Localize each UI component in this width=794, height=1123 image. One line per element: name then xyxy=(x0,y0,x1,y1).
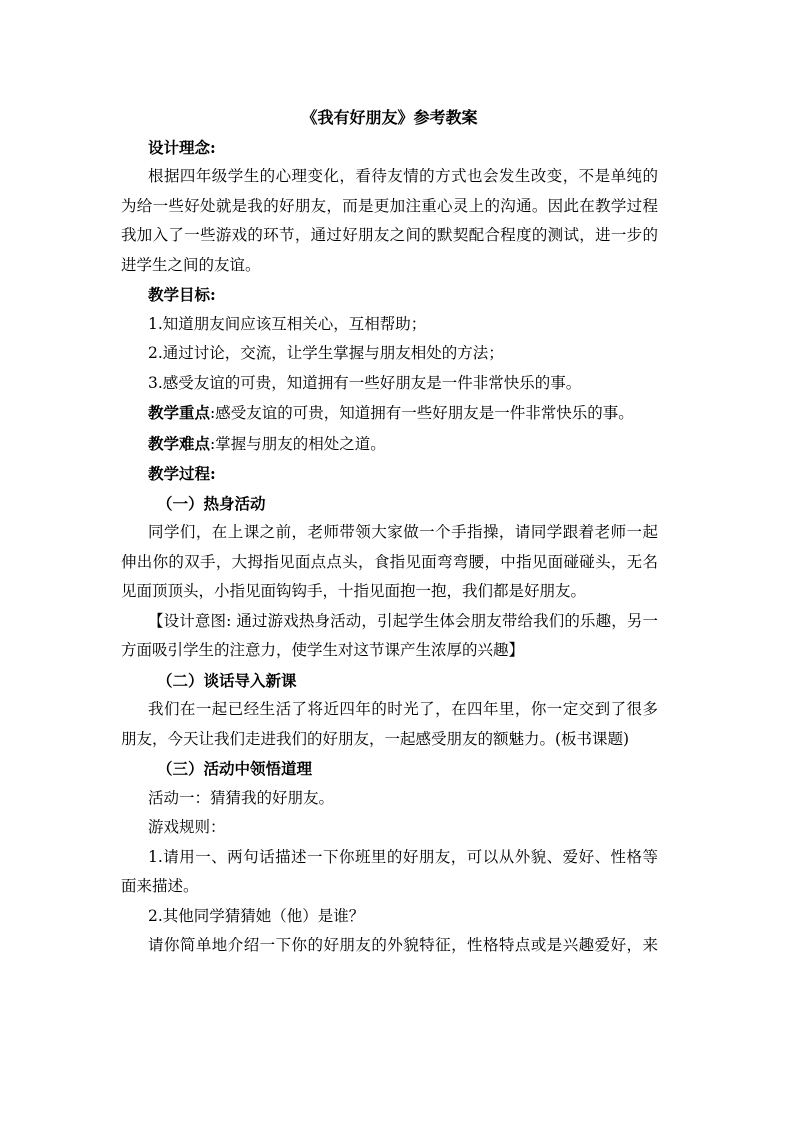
key-point-label: 教学重点 xyxy=(148,403,211,422)
key-point-row xyxy=(121,398,658,429)
section3-heading: （三）活动中领悟道理 xyxy=(157,759,313,778)
document-title: 《我有好朋友》参考教案 xyxy=(301,108,478,127)
rule1-line: 1.请用一、两句话描述一下你班里的好朋友，可以从外貌、爱好、性格等 xyxy=(148,847,658,866)
closing-line: 请你简单地介绍一下你的好朋友的外貌特征，性格特点或是兴趣爱好，来 xyxy=(148,936,658,954)
section2-line: 我们在一起已经生活了将近四年的时光了，在四年里，你一定交到了很多 xyxy=(148,700,658,718)
design-intent-line: 【设计意图: 通过游戏热身活动，引起学生体会朋友带给我们的乐趣，另一 xyxy=(148,611,658,630)
activity1-line: 活动一：猜猜我的好朋友。 xyxy=(148,788,335,807)
goals-heading: 教学目标: xyxy=(148,285,216,304)
section1-heading: （一）热身活动 xyxy=(157,493,266,513)
goal-item: 1.知道朋友间应该互相关心，互相帮助； xyxy=(148,314,427,333)
difficulty-text: :掌握与朋友的相处之道。 xyxy=(210,434,386,453)
goal-item: 3.感受友谊的可贵，知道拥有一些好朋友是一件非常快乐的事。 xyxy=(148,373,582,392)
section1-line: 伸出你的双手，大拇指见面点点头，食指见面弯弯腰，中指见面碰碰头，无名 xyxy=(121,552,658,571)
document-body xyxy=(121,103,658,961)
design-concept-line: 我加入了一些游戏的环节，通过好朋友之间的默契配合程度的测试，进一步的 xyxy=(121,226,658,244)
section1-line: 见面顶顶头，小指见面钩钩手，十指见面抱一抱，我们都是好朋友。 xyxy=(121,582,587,600)
difficulty-label: 教学难点 xyxy=(148,433,211,453)
process-heading: 教学过程: xyxy=(148,464,216,483)
goal-item: 2.通过讨论，交流，让学生掌握与朋友相处的方法； xyxy=(148,344,504,362)
rule1-line: 面来描述。 xyxy=(121,877,199,895)
section1-line: 同学们，在上课之前，老师带领大家做一个手指操，请同学跟着老师一起 xyxy=(148,523,658,541)
design-concept-line: 为给一些好处就是我的好朋友，而是更加注重心灵上的沟通。因此在教学过程 xyxy=(121,196,658,215)
design-intent-line: 方面吸引学生的注意力，使学生对这节课产生浓厚的兴趣】 xyxy=(121,641,525,659)
design-concept-line: 根据四年级学生的心理变化，看待友情的方式也会发生改变，不是单纯的 xyxy=(148,167,658,185)
design-concept-line: 进学生之间的友谊。 xyxy=(121,255,261,274)
design-concept-heading: 设计理念: xyxy=(148,137,216,157)
key-point-text: :感受友谊的可贵，知道拥有一些好朋友是一件非常快乐的事。 xyxy=(210,404,634,422)
section2-line: 朋友，今天让我们走进我们的好朋友，一起感受朋友的额魅力。(板书课题) xyxy=(121,729,630,748)
section2-heading: （二）谈话导入新课 xyxy=(157,670,297,690)
difficulty-row xyxy=(121,429,658,460)
rules-heading: 游戏规则： xyxy=(148,818,226,836)
rule2-line: 2.其他同学猜猜她（他）是谁？ xyxy=(148,906,365,925)
